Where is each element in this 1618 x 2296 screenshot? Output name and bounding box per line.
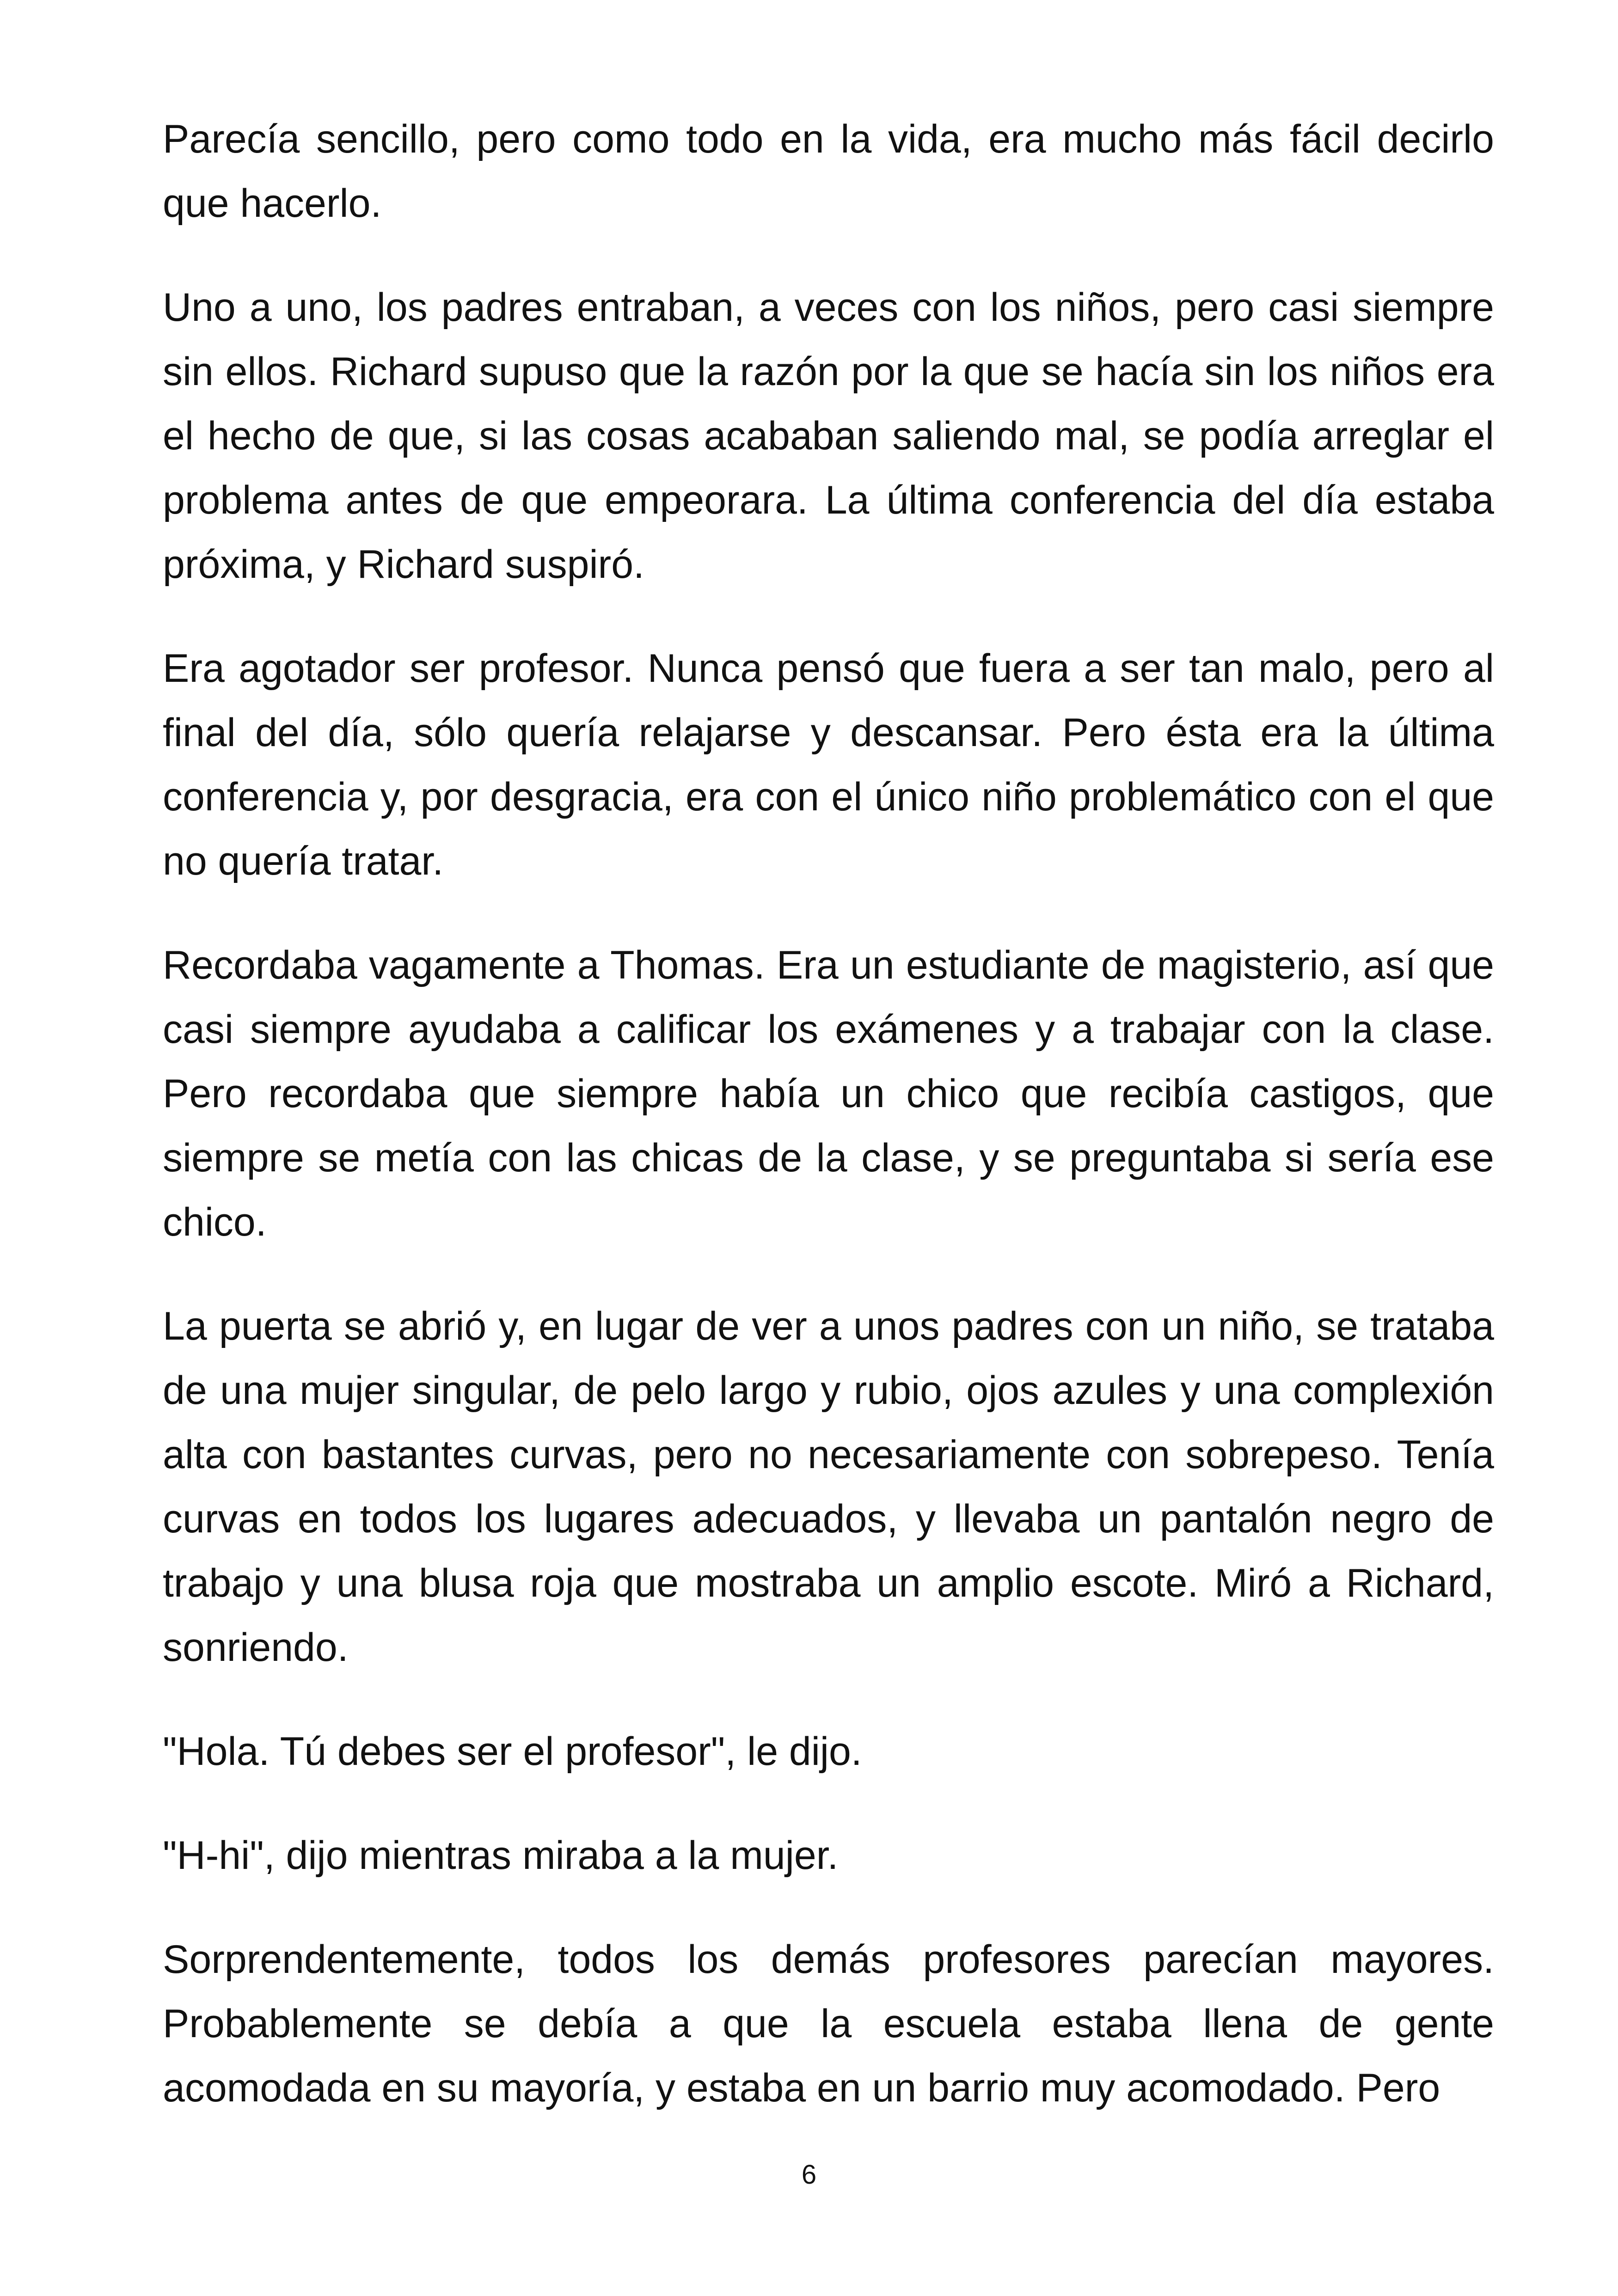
paragraph-2: Uno a uno, los padres entraban, a veces con los niños, pero casi siempre sin ellos. Richard supuso que la razón por la que se hacía sin los niños era el hecho de que, si las cosas acababan saliendo mal, se podía arreglar el problema antes de que empeorara. La última conferencia del día estaba próxima, y Richard suspiró.	[163, 285, 1494, 587]
paragraph-3: Era agotador ser profesor. Nunca pensó que fuera a ser tan malo, pero al final del día, sólo quería relajarse y descansar. Pero ésta era la última conferencia y, por desgracia, era con el único niño problemático con el que no quería tratar.	[163, 646, 1494, 883]
dialogue-line-2: "H-hi", dijo mientras miraba a la mujer.	[163, 1833, 839, 1878]
page-number: 6	[801, 2160, 817, 2190]
paragraph-1: Parecía sencillo, pero como todo en la vida, era mucho más fácil decirlo que hacerlo.	[163, 117, 1494, 226]
paragraph-5: La puerta se abrió y, en lugar de ver a unos padres con un niño, se trataba de una mujer singular, de pelo largo y rubio, ojos azules y una complexión alta con bastantes curvas, pero no necesariamente con sobrepeso. Tenía curvas en todos los lugares adecuados, y llevaba un pantalón negro de trabajo y una blusa roja que mostraba un amplio escote. Miró a Richard, sonriendo.	[163, 1304, 1494, 1670]
paragraph-6: Sorprendentemente, todos los demás profesores parecían mayores. Probablemente se debía a que la escuela estaba llena de gente acomodada en su mayoría, y estaba en un barrio muy acomodado. Pero	[163, 1937, 1494, 2110]
dialogue-line-1: "Hola. Tú debes ser el profesor", le dijo.	[163, 1729, 862, 1774]
body-text	[163, 107, 1494, 2120]
paragraph-4: Recordaba vagamente a Thomas. Era un estudiante de magisterio, así que casi siempre ayudaba a calificar los exámenes y a trabajar con la clase. Pero recordaba que siempre había un chico que recibía castigos, que siempre se metía con las chicas de la clase, y se preguntaba si sería ese chico.	[163, 943, 1494, 1244]
